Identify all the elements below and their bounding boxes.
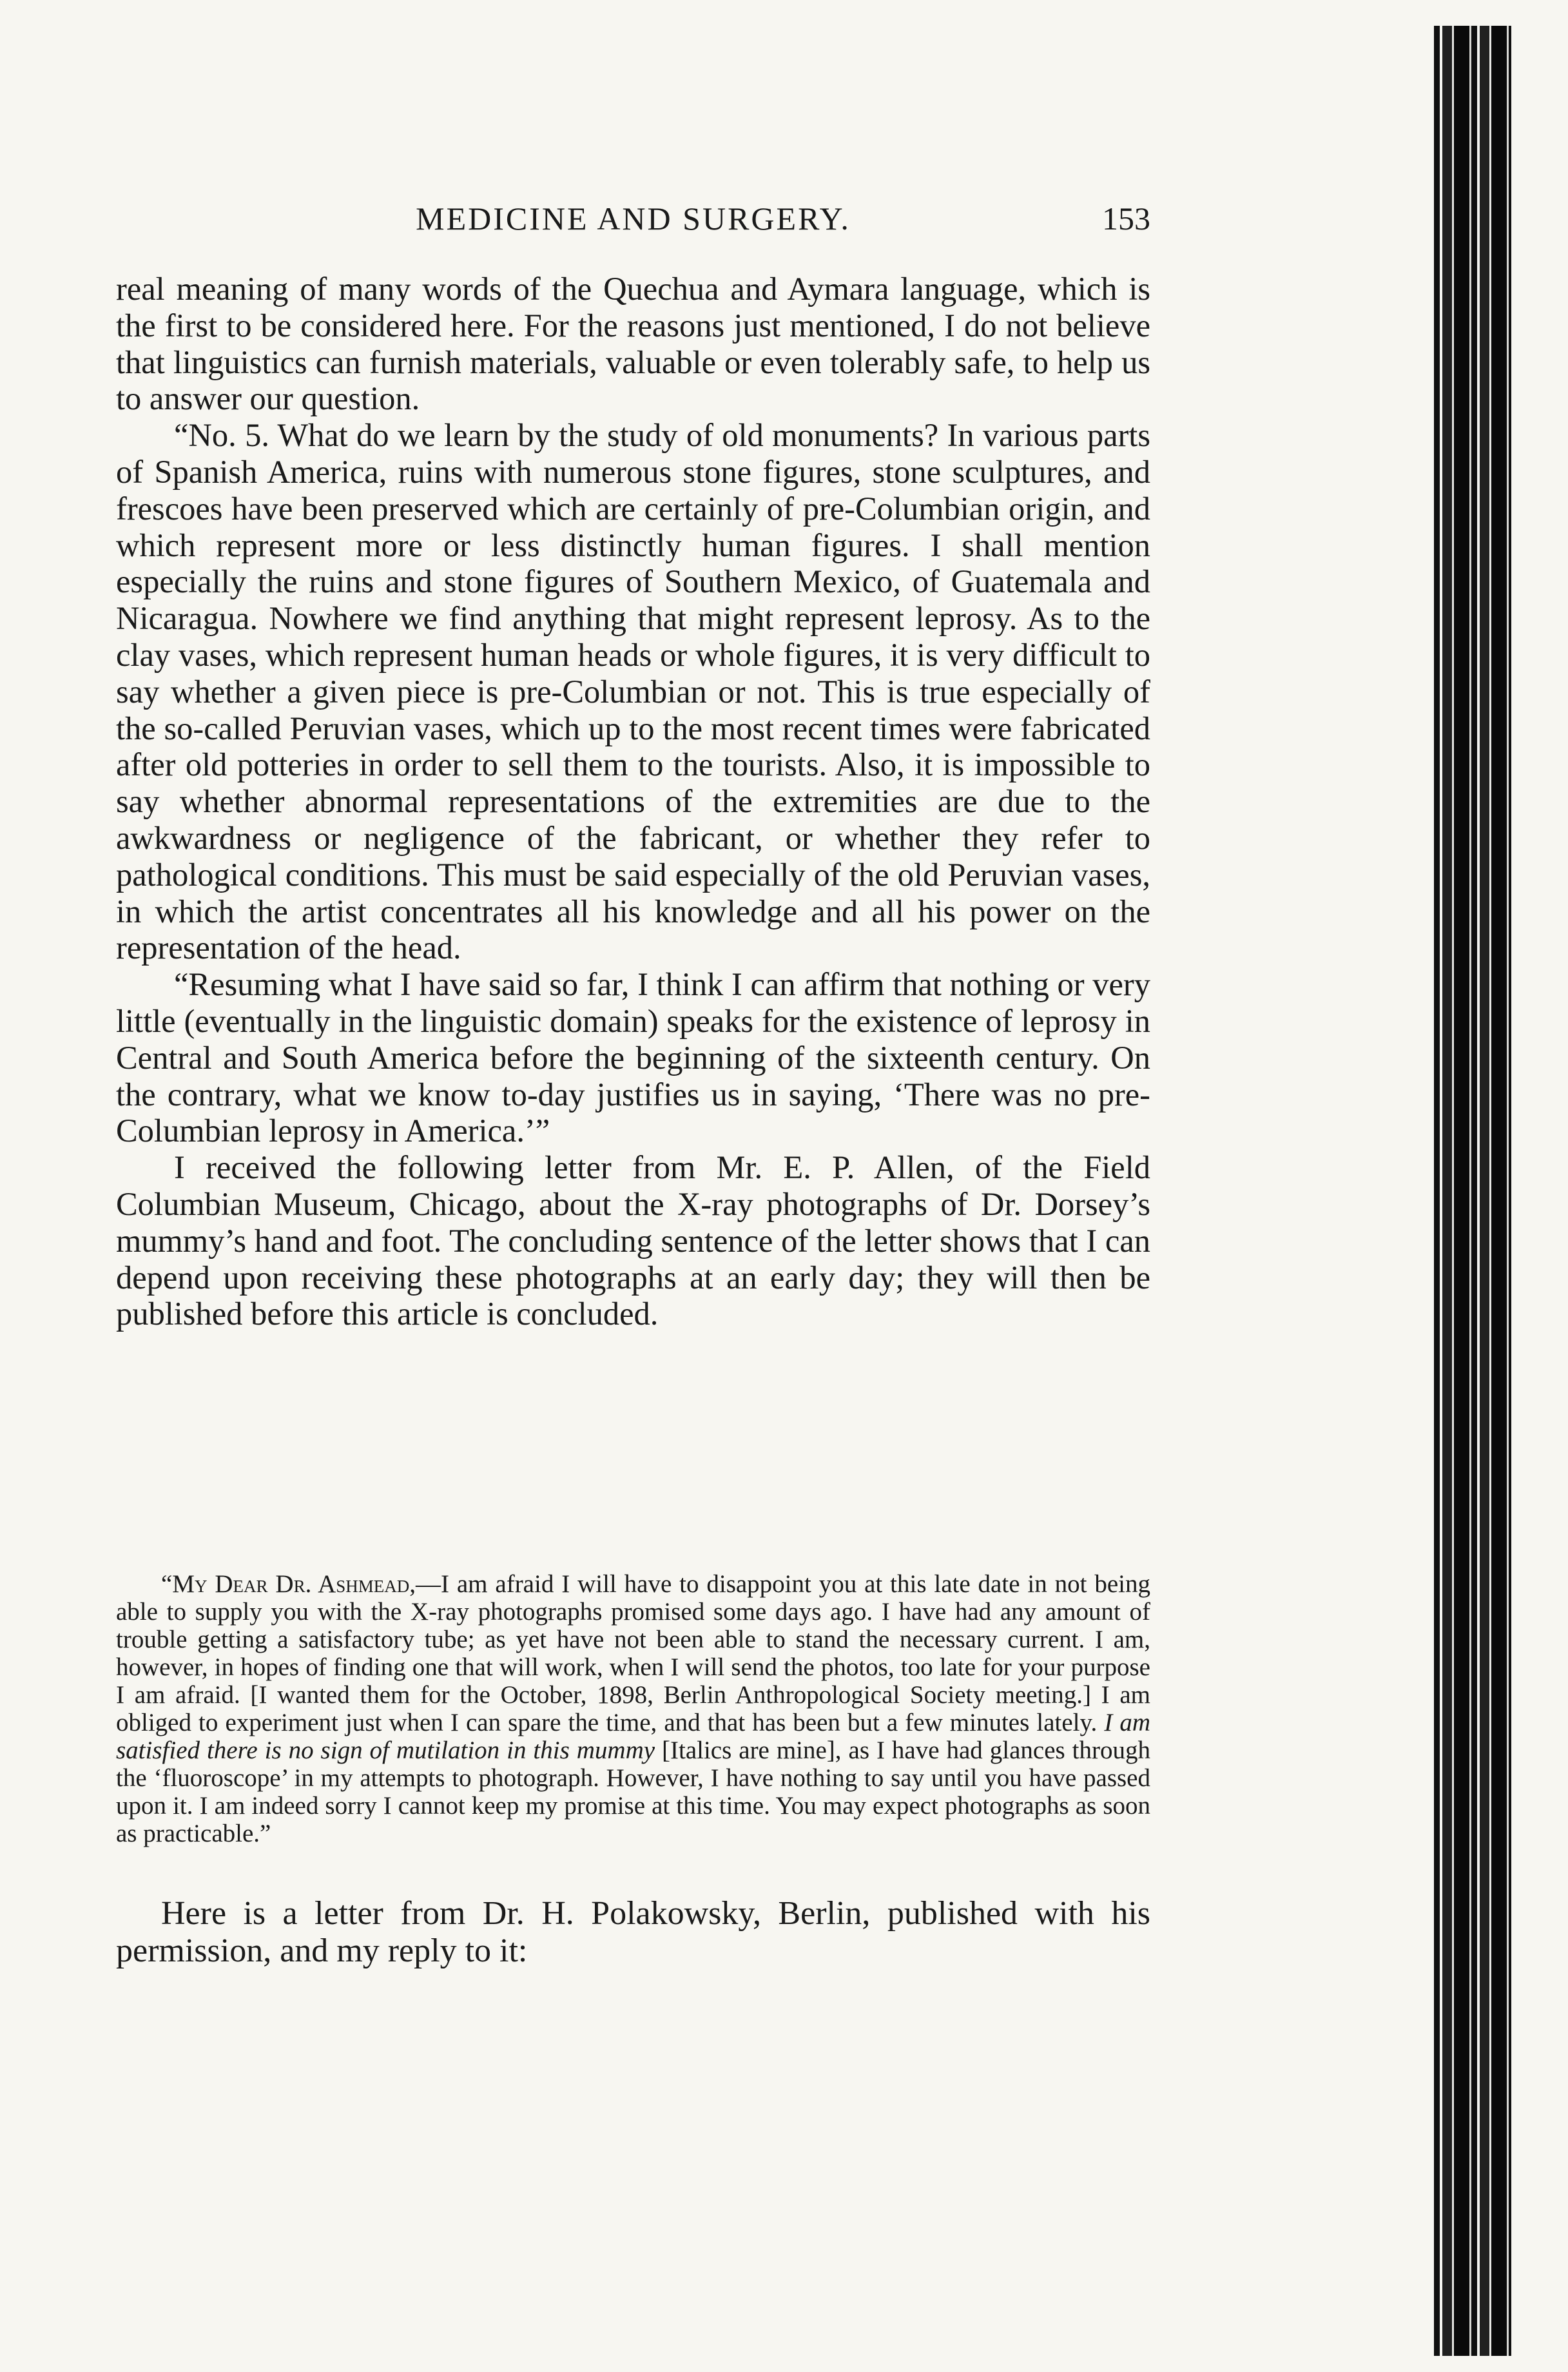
letter-salutation: “My Dear Dr. Ashmead, bbox=[161, 1570, 416, 1598]
scan-edge-strip bbox=[1434, 26, 1511, 2356]
letter-text-continued: [Italics are mine], as I have had glances through the ‘fluoroscope’ in my attempts to photograph. However, I have nothing to say until you have passed upon it. I am indeed sorry I cannot keep my promise at this time. You may expect photographs as soon as practicable.” bbox=[116, 1736, 1150, 1847]
paragraph: real meaning of many words of the Quechua and Aymara language, which is the first to be considered here. For the reasons just mentioned, I do not believe that linguistics can furnish materials, valuable or even tolerably safe, to help us to answer our question. bbox=[116, 271, 1150, 417]
paragraph: I received the following letter from Mr. E. P. Allen, of the Field Columbian Museum, Chicago, about the X-ray photographs of Dr. Dorsey’s mummy’s hand and foot. The concluding sentence of the letter shows that I can depend upon receiving these photographs at an early day; they will then be published before this article is concluded. bbox=[116, 1149, 1150, 1332]
page-header bbox=[116, 200, 1150, 245]
letter-italic-text: I am satisfied there is no sign of mutilation in this mummy bbox=[116, 1709, 1151, 1764]
quoted-letter bbox=[116, 1570, 1150, 1847]
body-text bbox=[116, 271, 1150, 1332]
closing-paragraph: Here is a letter from Dr. H. Polakowsky, Berlin, published with his permission, and my reply to it: bbox=[116, 1895, 1150, 1969]
page-number: 153 bbox=[1102, 200, 1150, 237]
paragraph: “No. 5. What do we learn by the study of old monuments? In various parts of Spanish America, ruins with numerous stone figures, stone sculptures, and frescoes have been preserved which are certainly of pre-Columbian origin, and which represent more or less distinctly human figures. I shall mention especially the ruins and stone figures of Southern Mexico, of Guatemala and Nicaragua. Nowhere we find anything that might represent leprosy. As to the clay vases, which represent human heads or whole figures, it is very difficult to say whether a given piece is pre-Columbian or not. This is true especially of the so-called Peruvian vases, which up to the most recent times were fabricated after old potteries in order to sell them to the tourists. Also, it is impossible to say whether abnormal representations of the extremities are due to the awkwardness or negligence of the fabricant, or whether they refer to pathological conditions. This must be said especially of the old Peruvian vases, in which the artist concentrates all his knowledge and all his power on the representation of the head. bbox=[116, 417, 1150, 966]
running-title: MEDICINE AND SURGERY. bbox=[416, 200, 851, 237]
paragraph: “Resuming what I have said so far, I think I can affirm that nothing or very little (eventually in the linguistic domain) speaks for the existence of leprosy in Central and South America before the beginning of the sixteenth century. On the contrary, what we know to-day justifies us in saying, ‘There was no pre-Columbian leprosy in America.’” bbox=[116, 966, 1150, 1149]
letter-text: —I am afraid I will have to disappoint you at this late date in not being able to supply you with the X-ray photographs promised some days ago. I have had any amount of trouble getting a satisfactory tube; as yet have not been able to stand the necessary current. I am, however, in hopes of finding one that will work, when I will send the photos, too late for your purpose I am afraid. [I wanted them for the October, 1898, Berlin Anthropological Society meeting.] I am obliged to experiment just when I can spare the time, and that has been but a few minutes lately. bbox=[116, 1570, 1150, 1736]
